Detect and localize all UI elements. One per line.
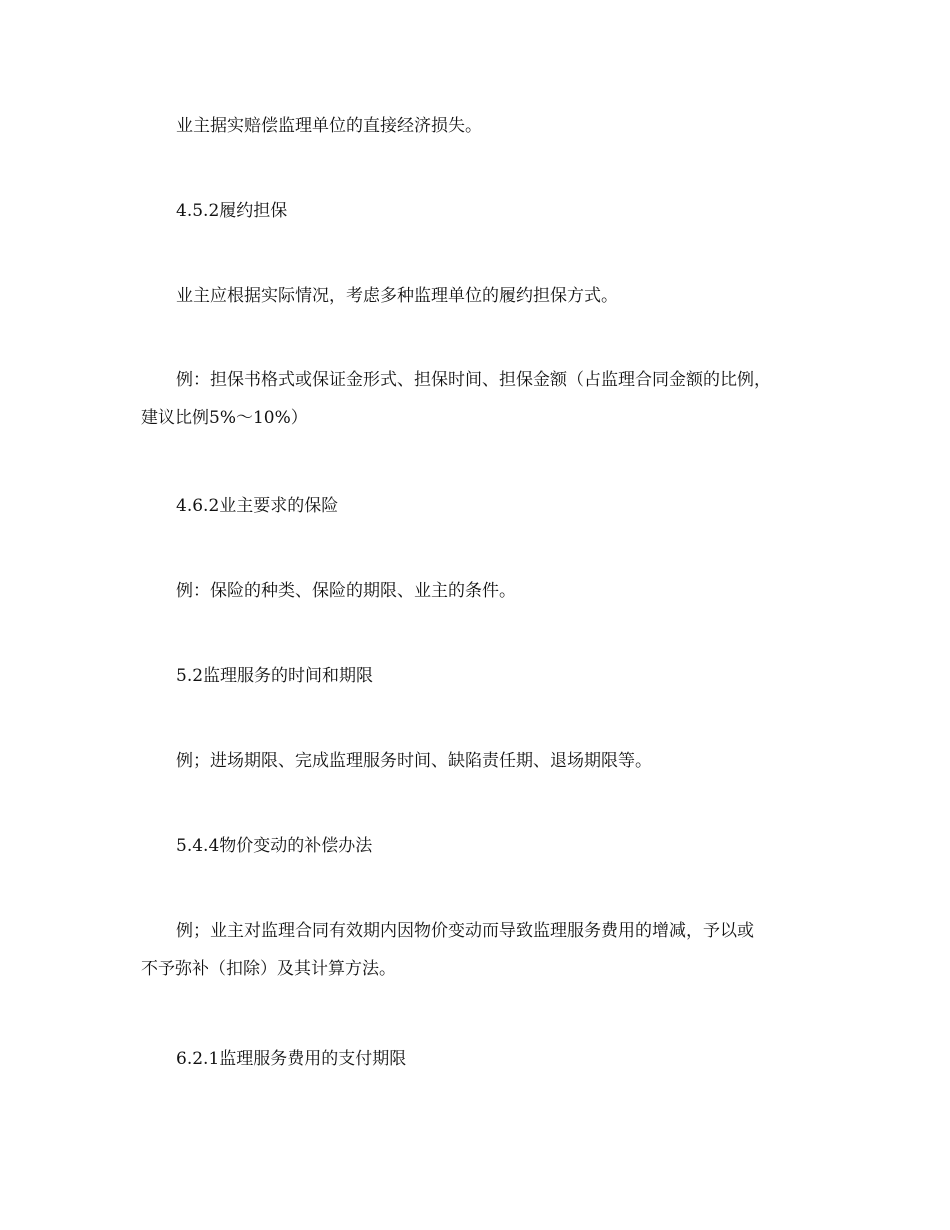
paragraph-guarantee-methods — [141, 277, 841, 315]
paragraph-price-change-example — [141, 912, 841, 988]
paragraph-line: 5.4.4物价变动的补偿办法 — [176, 836, 373, 856]
paragraph-line: 例；进场期限、完成监理服务时间、缺陷责任期、退场期限等。 — [176, 751, 652, 771]
paragraph-line: 4.5.2履约担保 — [176, 201, 288, 221]
paragraph-line: 业主应根据实际情况，考虑多种监理单位的履约担保方式。 — [176, 286, 618, 306]
paragraph-line: 5.2监理服务的时间和期限 — [176, 666, 374, 686]
heading-6-2-1 — [141, 1040, 841, 1078]
paragraph-line: 例：担保书格式或保证金形式、担保时间、担保金额（占监理合同金额的比例， — [176, 370, 771, 390]
paragraph-line: 例：保险的种类、保险的期限、业主的条件。 — [176, 581, 516, 601]
paragraph-line: 建议比例5%～10%） — [141, 408, 308, 428]
paragraph-line: 不予弥补（扣除）及其计算方法。 — [141, 959, 396, 979]
paragraph-compensation — [141, 107, 841, 145]
paragraph-guarantee-example — [141, 361, 841, 437]
heading-5-2 — [141, 657, 841, 695]
heading-4-6-2 — [141, 487, 841, 525]
paragraph-line: 业主据实赔偿监理单位的直接经济损失。 — [176, 116, 482, 136]
paragraph-period-example — [141, 742, 841, 780]
heading-4-5-2 — [141, 192, 841, 230]
paragraph-line: 例；业主对监理合同有效期内因物价变动而导致监理服务费用的增减，予以或 — [176, 921, 754, 941]
paragraph-insurance-example — [141, 572, 841, 610]
paragraph-line: 4.6.2业主要求的保险 — [176, 496, 339, 516]
heading-5-4-4 — [141, 827, 841, 865]
paragraph-line: 6.2.1监理服务费用的支付期限 — [176, 1049, 407, 1069]
